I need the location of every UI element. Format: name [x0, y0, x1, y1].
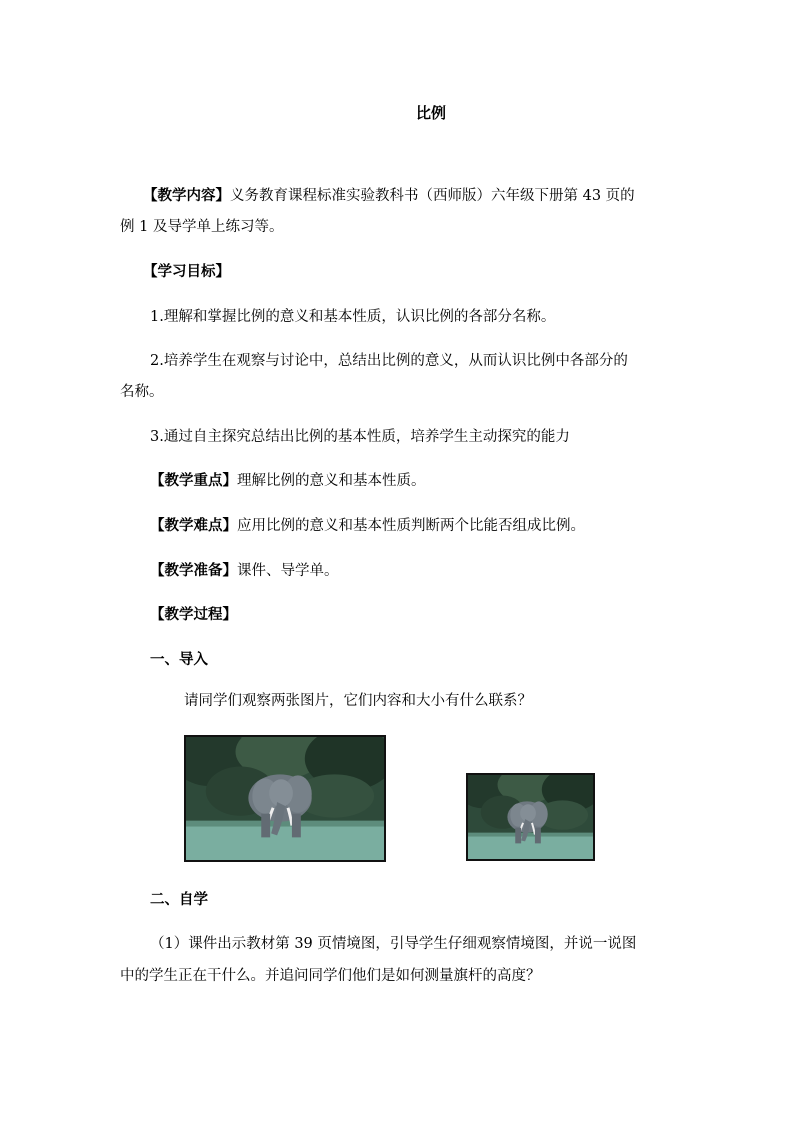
key-point-text: 理解比例的意义和基本性质。	[237, 473, 426, 489]
learning-goal-2-line2: 名称。	[120, 384, 164, 400]
process-heading: 【教学过程】	[150, 606, 237, 623]
preparation-text: 课件、导学单。	[237, 563, 339, 579]
difficulty-heading: 【教学难点】	[150, 517, 237, 534]
page-title: 比例	[416, 104, 447, 122]
section-selfstudy-line1: （1）课件出示教材第 39 页情境图，引导学生仔细观察情境图，并说一说图	[150, 936, 637, 952]
section-intro-heading: 一、导入	[150, 651, 208, 668]
section-selfstudy-line2: 中的学生正在干什么。并追问同学们他们是如何测量旗杆的高度？	[120, 968, 541, 984]
learning-goal-3: 3.通过自主探究总结出比例的基本性质，培养学生主动探究的能力	[150, 429, 570, 445]
teaching-content-line2: 例 1 及导学单上练习等。	[120, 219, 284, 235]
key-point-heading: 【教学重点】	[150, 472, 237, 489]
difficulty-line	[150, 516, 585, 536]
elephant-photo-small	[466, 773, 595, 861]
learning-goals-heading: 【学习目标】	[143, 263, 230, 280]
difficulty-text: 应用比例的意义和基本性质判断两个比能否组成比例。	[237, 518, 585, 534]
teaching-content-line1	[143, 186, 635, 206]
learning-goal-2-line1: 2.培养学生在观察与讨论中，总结出比例的意义，从而认识比例中各部分的	[150, 353, 628, 369]
preparation-heading: 【教学准备】	[150, 562, 237, 579]
learning-goal-1: 1.理解和掌握比例的意义和基本性质，认识比例的各部分名称。	[150, 309, 556, 325]
preparation-line	[150, 561, 339, 581]
section-intro-question: 请同学们观察两张图片，它们内容和大小有什么联系？	[184, 693, 532, 709]
elephant-photo-large	[184, 735, 386, 862]
key-point-line	[150, 471, 426, 491]
teaching-content-text: 义务教育课程标准实验教科书（西师版）六年级下册第 43 页的	[230, 188, 635, 204]
teaching-content-heading: 【教学内容】	[143, 187, 230, 204]
section-selfstudy-heading: 二、自学	[150, 891, 208, 908]
